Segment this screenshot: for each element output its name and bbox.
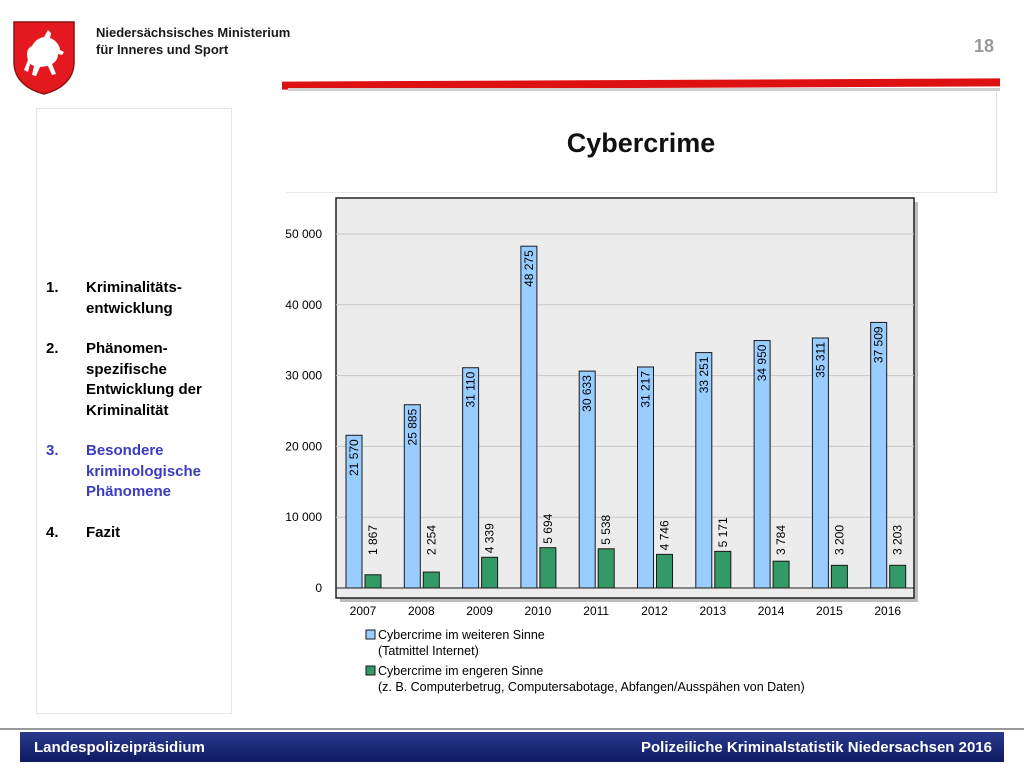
agenda-item-label: Besondere kriminologische Phänomene (86, 442, 202, 500)
data-label-weiteren-sinne: 21 570 (347, 439, 361, 476)
agenda-item-2 (46, 339, 232, 421)
x-tick-label: 2007 (349, 604, 377, 618)
data-label-engeren-sinne: 5 171 (715, 517, 730, 548)
data-label-engeren-sinne: 3 203 (890, 524, 905, 555)
data-label-engeren-sinne: 4 339 (482, 523, 497, 554)
data-label-weiteren-sinne: 37 509 (871, 326, 886, 364)
legend-label: Cybercrime im weiteren Sinne (378, 628, 545, 642)
data-label-engeren-sinne: 3 200 (832, 524, 847, 555)
data-label-engeren-sinne: 2 254 (424, 524, 439, 555)
ministry-line-2: für Inneres und Sport (96, 42, 229, 57)
x-tick-label: 2013 (699, 604, 727, 618)
data-label-weiteren-sinne: 25 885 (405, 408, 420, 446)
bar-engeren-sinne (715, 551, 731, 588)
agenda-item-4 (46, 523, 232, 544)
footer-organization: Landespolizeipräsidium (34, 739, 205, 756)
x-tick-label: 2009 (466, 604, 493, 618)
footer-bar (20, 732, 1004, 762)
ministry-line-1: Niedersächsisches Ministerium (96, 25, 291, 40)
page-number: 18 (973, 36, 994, 56)
ministry-name (96, 24, 290, 58)
bar-engeren-sinne (831, 565, 847, 588)
agenda-item-number: 1. (46, 279, 59, 296)
x-tick-label: 2015 (816, 604, 843, 618)
bar-weiteren-sinne (521, 246, 537, 588)
legend-sublabel: (Tatmittel Internet) (378, 644, 479, 658)
data-label-engeren-sinne: 1 867 (366, 524, 380, 555)
footer-rule (0, 728, 1024, 730)
x-tick-label: 2016 (874, 604, 902, 618)
bar-engeren-sinne (482, 557, 498, 588)
data-label-weiteren-sinne: 35 311 (813, 341, 828, 378)
data-label-weiteren-sinne: 48 275 (521, 250, 536, 287)
y-tick-label: 0 (315, 581, 322, 595)
data-label-weiteren-sinne: 30 633 (580, 375, 595, 412)
legend-label: Cybercrime im engeren Sinne (378, 664, 544, 678)
slide-title: Cybercrime (566, 128, 716, 158)
y-tick-label: 10 000 (285, 510, 322, 525)
legend-swatch (366, 630, 375, 639)
data-label-weiteren-sinne: 31 110 (463, 371, 478, 408)
y-tick-label: 20 000 (285, 439, 322, 454)
agenda-item-label: Fazit (86, 523, 121, 541)
legend-sublabel: (z. B. Computerbetrug, Computersabotage, Abfangen/Ausspähen von Daten) (378, 680, 805, 694)
x-tick-label: 2012 (641, 604, 668, 618)
footer-publication: Polizeiliche Kriminalstatistik Niedersachsen 2016 (641, 739, 992, 756)
data-label-weiteren-sinne: 31 217 (638, 370, 653, 408)
cybercrime-bar-chart (256, 190, 956, 710)
bar-engeren-sinne (540, 548, 556, 588)
data-label-weiteren-sinne: 33 251 (696, 356, 711, 394)
lower-saxony-horse-crest-icon (12, 20, 76, 96)
agenda-item-1 (46, 278, 232, 319)
y-tick-label: 50 000 (285, 227, 322, 241)
bar-engeren-sinne (423, 572, 439, 588)
bar-engeren-sinne (365, 575, 381, 588)
data-label-engeren-sinne: 3 784 (774, 524, 789, 555)
x-tick-label: 2010 (524, 604, 552, 618)
data-label-weiteren-sinne: 34 950 (755, 344, 770, 382)
x-tick-label: 2011 (583, 604, 610, 618)
x-tick-label: 2008 (407, 604, 435, 618)
data-label-engeren-sinne: 4 746 (657, 520, 672, 551)
y-tick-label: 40 000 (285, 297, 322, 312)
agenda-item-number: 2. (46, 340, 59, 357)
agenda-item-number: 4. (46, 523, 59, 541)
bar-engeren-sinne (773, 561, 789, 588)
agenda-item-3 (46, 441, 232, 503)
y-tick-label: 30 000 (285, 368, 322, 383)
agenda-item-label: Kriminalitäts-entwicklung (86, 279, 182, 317)
agenda-item-label: Phänomen-spezifische Entwicklung der Kriminalität (86, 340, 202, 419)
header-rule-shadow (288, 88, 1000, 91)
data-label-engeren-sinne: 5 694 (540, 513, 555, 544)
data-label-engeren-sinne: 5 538 (599, 514, 614, 545)
x-tick-label: 2014 (757, 604, 785, 618)
bar-engeren-sinne (890, 565, 906, 588)
bar-engeren-sinne (598, 549, 614, 588)
legend-swatch (366, 666, 375, 675)
agenda-item-number: 3. (46, 442, 59, 459)
bar-engeren-sinne (657, 554, 673, 588)
agenda-list (46, 278, 232, 563)
